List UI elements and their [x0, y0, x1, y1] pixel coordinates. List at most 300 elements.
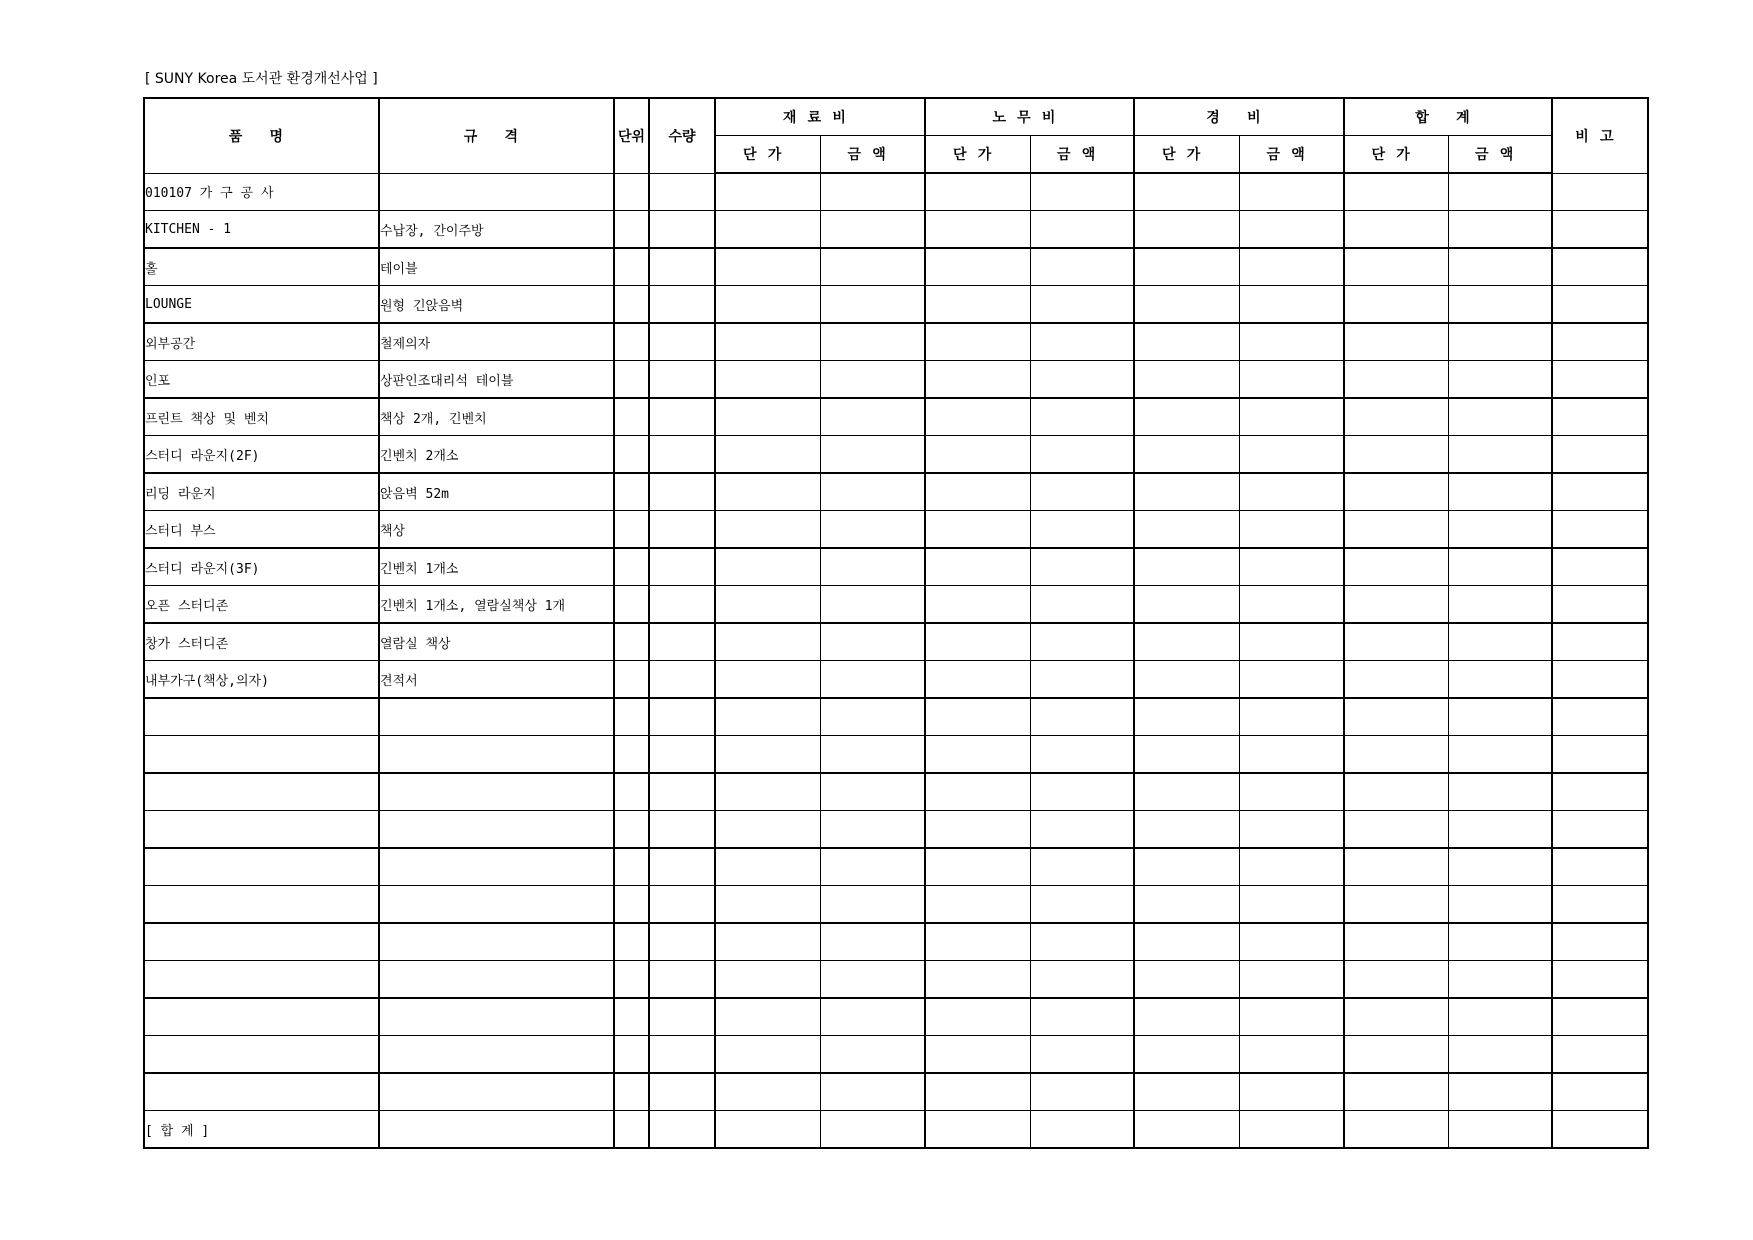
spec-cell: 상판인조대리석 테이블	[379, 361, 614, 399]
empty-cell	[715, 248, 820, 286]
empty-cell	[614, 848, 649, 886]
empty-cell	[1344, 698, 1448, 736]
table-body	[144, 173, 1648, 1148]
empty-cell	[1552, 923, 1648, 961]
empty-cell	[1552, 698, 1648, 736]
header-total-unit-price: 단가	[1344, 136, 1448, 174]
empty-cell	[1552, 511, 1648, 549]
empty-cell	[1239, 1036, 1344, 1074]
empty-cell	[649, 248, 715, 286]
empty-cell	[1448, 436, 1552, 474]
empty-cell	[649, 511, 715, 549]
table-row	[144, 623, 1648, 661]
empty-cell	[614, 248, 649, 286]
spec-cell: 테이블	[379, 248, 614, 286]
spec-cell	[379, 173, 614, 211]
empty-cell	[649, 286, 715, 324]
empty-cell	[1448, 1036, 1552, 1074]
empty-cell	[614, 211, 649, 249]
empty-cell	[1030, 848, 1134, 886]
empty-cell	[1344, 473, 1448, 511]
empty-cell	[820, 436, 925, 474]
empty-cell	[820, 1111, 925, 1149]
empty-cell	[820, 623, 925, 661]
empty-cell	[1239, 586, 1344, 624]
empty-cell	[1448, 998, 1552, 1036]
table-row	[144, 248, 1648, 286]
empty-cell	[1134, 773, 1239, 811]
empty-cell	[925, 886, 1030, 924]
table-row	[144, 1111, 1648, 1149]
empty-cell	[614, 1036, 649, 1074]
empty-cell	[715, 361, 820, 399]
table-row	[144, 398, 1648, 436]
table-row	[144, 923, 1648, 961]
empty-cell	[1239, 1111, 1344, 1149]
spec-cell: 원형 긴앉음벽	[379, 286, 614, 324]
empty-cell	[1344, 1073, 1448, 1111]
empty-cell	[649, 361, 715, 399]
table-row	[144, 511, 1648, 549]
empty-cell	[649, 661, 715, 699]
empty-cell	[1239, 473, 1344, 511]
empty-cell	[649, 848, 715, 886]
empty-cell	[1030, 736, 1134, 774]
empty-cell	[1448, 961, 1552, 999]
empty-cell	[925, 173, 1030, 211]
empty-cell	[1448, 361, 1552, 399]
item-name-cell	[144, 736, 379, 774]
empty-cell	[649, 623, 715, 661]
empty-cell	[1552, 961, 1648, 999]
table-row	[144, 473, 1648, 511]
empty-cell	[1134, 961, 1239, 999]
empty-cell	[1344, 511, 1448, 549]
empty-cell	[820, 1036, 925, 1074]
empty-cell	[715, 1036, 820, 1074]
item-name-cell	[144, 998, 379, 1036]
empty-cell	[1134, 998, 1239, 1036]
empty-cell	[1239, 923, 1344, 961]
spec-cell: 앉음벽 52m	[379, 473, 614, 511]
empty-cell	[925, 248, 1030, 286]
table-row	[144, 1073, 1648, 1111]
header-unit: 단위	[614, 98, 649, 173]
table-row	[144, 586, 1648, 624]
empty-cell	[1030, 323, 1134, 361]
table-row	[144, 211, 1648, 249]
empty-cell	[715, 436, 820, 474]
empty-cell	[1030, 286, 1134, 324]
empty-cell	[715, 1111, 820, 1149]
empty-cell	[1239, 961, 1344, 999]
table-row	[144, 1036, 1648, 1074]
table-row	[144, 436, 1648, 474]
empty-cell	[715, 886, 820, 924]
empty-cell	[925, 661, 1030, 699]
empty-cell	[925, 1036, 1030, 1074]
spec-cell: 긴벤치 2개소	[379, 436, 614, 474]
empty-cell	[1239, 286, 1344, 324]
estimate-table	[143, 97, 1649, 1149]
header-expense: 경 비	[1134, 98, 1344, 136]
spec-cell	[379, 998, 614, 1036]
empty-cell	[925, 361, 1030, 399]
empty-cell	[614, 361, 649, 399]
empty-cell	[1552, 211, 1648, 249]
empty-cell	[1448, 511, 1552, 549]
empty-cell	[614, 1073, 649, 1111]
empty-cell	[820, 773, 925, 811]
empty-cell	[1030, 586, 1134, 624]
item-name-cell: 창가 스터디존	[144, 623, 379, 661]
table-row	[144, 173, 1648, 211]
empty-cell	[1030, 1073, 1134, 1111]
empty-cell	[1344, 961, 1448, 999]
empty-cell	[1030, 548, 1134, 586]
spec-cell: 열람실 책상	[379, 623, 614, 661]
empty-cell	[649, 698, 715, 736]
empty-cell	[1552, 248, 1648, 286]
empty-cell	[925, 736, 1030, 774]
empty-cell	[1134, 548, 1239, 586]
table-row	[144, 998, 1648, 1036]
empty-cell	[820, 361, 925, 399]
empty-cell	[1552, 361, 1648, 399]
header-quantity: 수량	[649, 98, 715, 173]
empty-cell	[925, 623, 1030, 661]
empty-cell	[715, 661, 820, 699]
table-row	[144, 323, 1648, 361]
empty-cell	[820, 736, 925, 774]
empty-cell	[649, 811, 715, 849]
item-name-cell	[144, 848, 379, 886]
empty-cell	[925, 323, 1030, 361]
item-name-cell: LOUNGE	[144, 286, 379, 324]
header-labor-cost: 노무비	[925, 98, 1134, 136]
empty-cell	[1344, 1111, 1448, 1149]
empty-cell	[1134, 811, 1239, 849]
empty-cell	[1448, 211, 1552, 249]
empty-cell	[820, 923, 925, 961]
empty-cell	[715, 511, 820, 549]
empty-cell	[1134, 698, 1239, 736]
empty-cell	[614, 661, 649, 699]
empty-cell	[649, 173, 715, 211]
spec-cell	[379, 698, 614, 736]
empty-cell	[925, 698, 1030, 736]
table-row	[144, 286, 1648, 324]
empty-cell	[1344, 998, 1448, 1036]
empty-cell	[715, 586, 820, 624]
empty-cell	[715, 698, 820, 736]
empty-cell	[1344, 811, 1448, 849]
empty-cell	[1239, 398, 1344, 436]
item-name-cell	[144, 1036, 379, 1074]
empty-cell	[715, 736, 820, 774]
empty-cell	[925, 811, 1030, 849]
empty-cell	[925, 961, 1030, 999]
empty-cell	[925, 211, 1030, 249]
empty-cell	[1030, 661, 1134, 699]
empty-cell	[614, 886, 649, 924]
empty-cell	[1552, 736, 1648, 774]
empty-cell	[614, 698, 649, 736]
empty-cell	[1552, 323, 1648, 361]
empty-cell	[820, 173, 925, 211]
empty-cell	[1030, 811, 1134, 849]
empty-cell	[1344, 286, 1448, 324]
empty-cell	[1030, 961, 1134, 999]
empty-cell	[820, 661, 925, 699]
item-name-cell	[144, 886, 379, 924]
empty-cell	[1239, 1073, 1344, 1111]
empty-cell	[1239, 323, 1344, 361]
table-row	[144, 698, 1648, 736]
item-name-cell: 스터디 라운지(3F)	[144, 548, 379, 586]
empty-cell	[1448, 1111, 1552, 1149]
empty-cell	[1030, 398, 1134, 436]
empty-cell	[1344, 436, 1448, 474]
empty-cell	[1448, 286, 1552, 324]
empty-cell	[1448, 736, 1552, 774]
empty-cell	[1239, 886, 1344, 924]
item-name-cell: [ 합 계 ]	[144, 1111, 379, 1149]
empty-cell	[1448, 886, 1552, 924]
empty-cell	[1134, 586, 1239, 624]
header-remarks: 비고	[1552, 98, 1648, 173]
empty-cell	[614, 473, 649, 511]
document-title: [ SUNY Korea 도서관 환경개선사업 ]	[145, 71, 378, 87]
empty-cell	[820, 886, 925, 924]
item-name-cell: 내부가구(책상,의자)	[144, 661, 379, 699]
header-material-amount: 금액	[820, 136, 925, 174]
empty-cell	[925, 436, 1030, 474]
empty-cell	[925, 1073, 1030, 1111]
item-name-cell	[144, 923, 379, 961]
item-name-cell: KITCHEN - 1	[144, 211, 379, 249]
empty-cell	[1552, 173, 1648, 211]
empty-cell	[820, 473, 925, 511]
empty-cell	[1344, 361, 1448, 399]
empty-cell	[1448, 548, 1552, 586]
empty-cell	[1239, 248, 1344, 286]
empty-cell	[1448, 661, 1552, 699]
empty-cell	[1030, 698, 1134, 736]
spec-cell: 긴벤치 1개소, 열람실책상 1개	[379, 586, 614, 624]
empty-cell	[1239, 736, 1344, 774]
empty-cell	[614, 173, 649, 211]
empty-cell	[925, 586, 1030, 624]
empty-cell	[1134, 473, 1239, 511]
empty-cell	[1552, 548, 1648, 586]
empty-cell	[649, 961, 715, 999]
empty-cell	[1448, 586, 1552, 624]
empty-cell	[1448, 323, 1552, 361]
empty-cell	[1030, 623, 1134, 661]
empty-cell	[649, 886, 715, 924]
empty-cell	[1239, 698, 1344, 736]
empty-cell	[715, 848, 820, 886]
empty-cell	[1030, 361, 1134, 399]
empty-cell	[614, 923, 649, 961]
empty-cell	[1239, 811, 1344, 849]
header-item-name: 품 명	[144, 98, 379, 173]
empty-cell	[1134, 623, 1239, 661]
empty-cell	[715, 473, 820, 511]
spec-cell	[379, 1111, 614, 1149]
empty-cell	[1552, 473, 1648, 511]
empty-cell	[1344, 211, 1448, 249]
spec-cell	[379, 923, 614, 961]
spec-cell	[379, 848, 614, 886]
empty-cell	[820, 248, 925, 286]
empty-cell	[1239, 511, 1344, 549]
empty-cell	[1030, 211, 1134, 249]
empty-cell	[1552, 1073, 1648, 1111]
empty-cell	[1552, 586, 1648, 624]
empty-cell	[715, 211, 820, 249]
empty-cell	[715, 286, 820, 324]
empty-cell	[820, 548, 925, 586]
empty-cell	[649, 1073, 715, 1111]
empty-cell	[1134, 323, 1239, 361]
item-name-cell	[144, 773, 379, 811]
header-material-cost: 재료비	[715, 98, 925, 136]
empty-cell	[715, 998, 820, 1036]
spec-cell	[379, 1036, 614, 1074]
table-row	[144, 548, 1648, 586]
spec-cell	[379, 961, 614, 999]
spec-cell: 책상	[379, 511, 614, 549]
empty-cell	[820, 286, 925, 324]
empty-cell	[925, 1111, 1030, 1149]
header-total: 합 계	[1344, 98, 1552, 136]
empty-cell	[1344, 886, 1448, 924]
empty-cell	[1552, 886, 1648, 924]
item-name-cell	[144, 961, 379, 999]
empty-cell	[1239, 436, 1344, 474]
empty-cell	[715, 1073, 820, 1111]
empty-cell	[1239, 848, 1344, 886]
empty-cell	[1448, 848, 1552, 886]
spec-cell	[379, 811, 614, 849]
empty-cell	[925, 473, 1030, 511]
empty-cell	[649, 1111, 715, 1149]
item-name-cell: 프린트 책상 및 벤치	[144, 398, 379, 436]
empty-cell	[614, 511, 649, 549]
item-name-cell: 스터디 라운지(2F)	[144, 436, 379, 474]
spec-cell: 수납장, 간이주방	[379, 211, 614, 249]
empty-cell	[1239, 998, 1344, 1036]
empty-cell	[1448, 173, 1552, 211]
empty-cell	[649, 923, 715, 961]
empty-cell	[1448, 398, 1552, 436]
empty-cell	[614, 436, 649, 474]
item-name-cell: 오픈 스터디존	[144, 586, 379, 624]
table-row	[144, 811, 1648, 849]
empty-cell	[614, 548, 649, 586]
spec-cell	[379, 886, 614, 924]
empty-cell	[715, 323, 820, 361]
empty-cell	[1552, 1111, 1648, 1149]
empty-cell	[925, 773, 1030, 811]
empty-cell	[614, 286, 649, 324]
empty-cell	[1552, 398, 1648, 436]
empty-cell	[649, 736, 715, 774]
header-total-amount: 금액	[1448, 136, 1552, 174]
table-row	[144, 736, 1648, 774]
table-row	[144, 661, 1648, 699]
empty-cell	[1448, 248, 1552, 286]
empty-cell	[614, 623, 649, 661]
empty-cell	[1030, 173, 1134, 211]
empty-cell	[1344, 398, 1448, 436]
empty-cell	[649, 1036, 715, 1074]
table-row	[144, 848, 1648, 886]
empty-cell	[649, 548, 715, 586]
empty-cell	[1344, 173, 1448, 211]
empty-cell	[715, 811, 820, 849]
empty-cell	[1134, 248, 1239, 286]
empty-cell	[1030, 436, 1134, 474]
empty-cell	[1552, 1036, 1648, 1074]
empty-cell	[1344, 661, 1448, 699]
empty-cell	[1134, 1111, 1239, 1149]
empty-cell	[1239, 661, 1344, 699]
empty-cell	[1344, 848, 1448, 886]
empty-cell	[1134, 661, 1239, 699]
empty-cell	[1239, 548, 1344, 586]
empty-cell	[820, 698, 925, 736]
empty-cell	[614, 736, 649, 774]
table-row	[144, 886, 1648, 924]
empty-cell	[1344, 586, 1448, 624]
empty-cell	[820, 848, 925, 886]
empty-cell	[1134, 511, 1239, 549]
empty-cell	[1448, 923, 1552, 961]
empty-cell	[1134, 286, 1239, 324]
empty-cell	[1134, 848, 1239, 886]
table-row	[144, 361, 1648, 399]
item-name-cell: 인포	[144, 361, 379, 399]
empty-cell	[1030, 248, 1134, 286]
empty-cell	[614, 323, 649, 361]
header-expense-amount: 금액	[1239, 136, 1344, 174]
empty-cell	[820, 211, 925, 249]
empty-cell	[1448, 773, 1552, 811]
spec-cell: 철제의자	[379, 323, 614, 361]
empty-cell	[1239, 773, 1344, 811]
empty-cell	[649, 436, 715, 474]
empty-cell	[715, 923, 820, 961]
empty-cell	[649, 473, 715, 511]
empty-cell	[1448, 623, 1552, 661]
empty-cell	[1344, 1036, 1448, 1074]
empty-cell	[1030, 998, 1134, 1036]
empty-cell	[1134, 173, 1239, 211]
empty-cell	[1552, 623, 1648, 661]
item-name-cell	[144, 811, 379, 849]
empty-cell	[925, 998, 1030, 1036]
empty-cell	[614, 998, 649, 1036]
empty-cell	[1448, 698, 1552, 736]
empty-cell	[614, 398, 649, 436]
empty-cell	[1030, 1111, 1134, 1149]
empty-cell	[820, 586, 925, 624]
empty-cell	[1344, 623, 1448, 661]
empty-cell	[1239, 211, 1344, 249]
